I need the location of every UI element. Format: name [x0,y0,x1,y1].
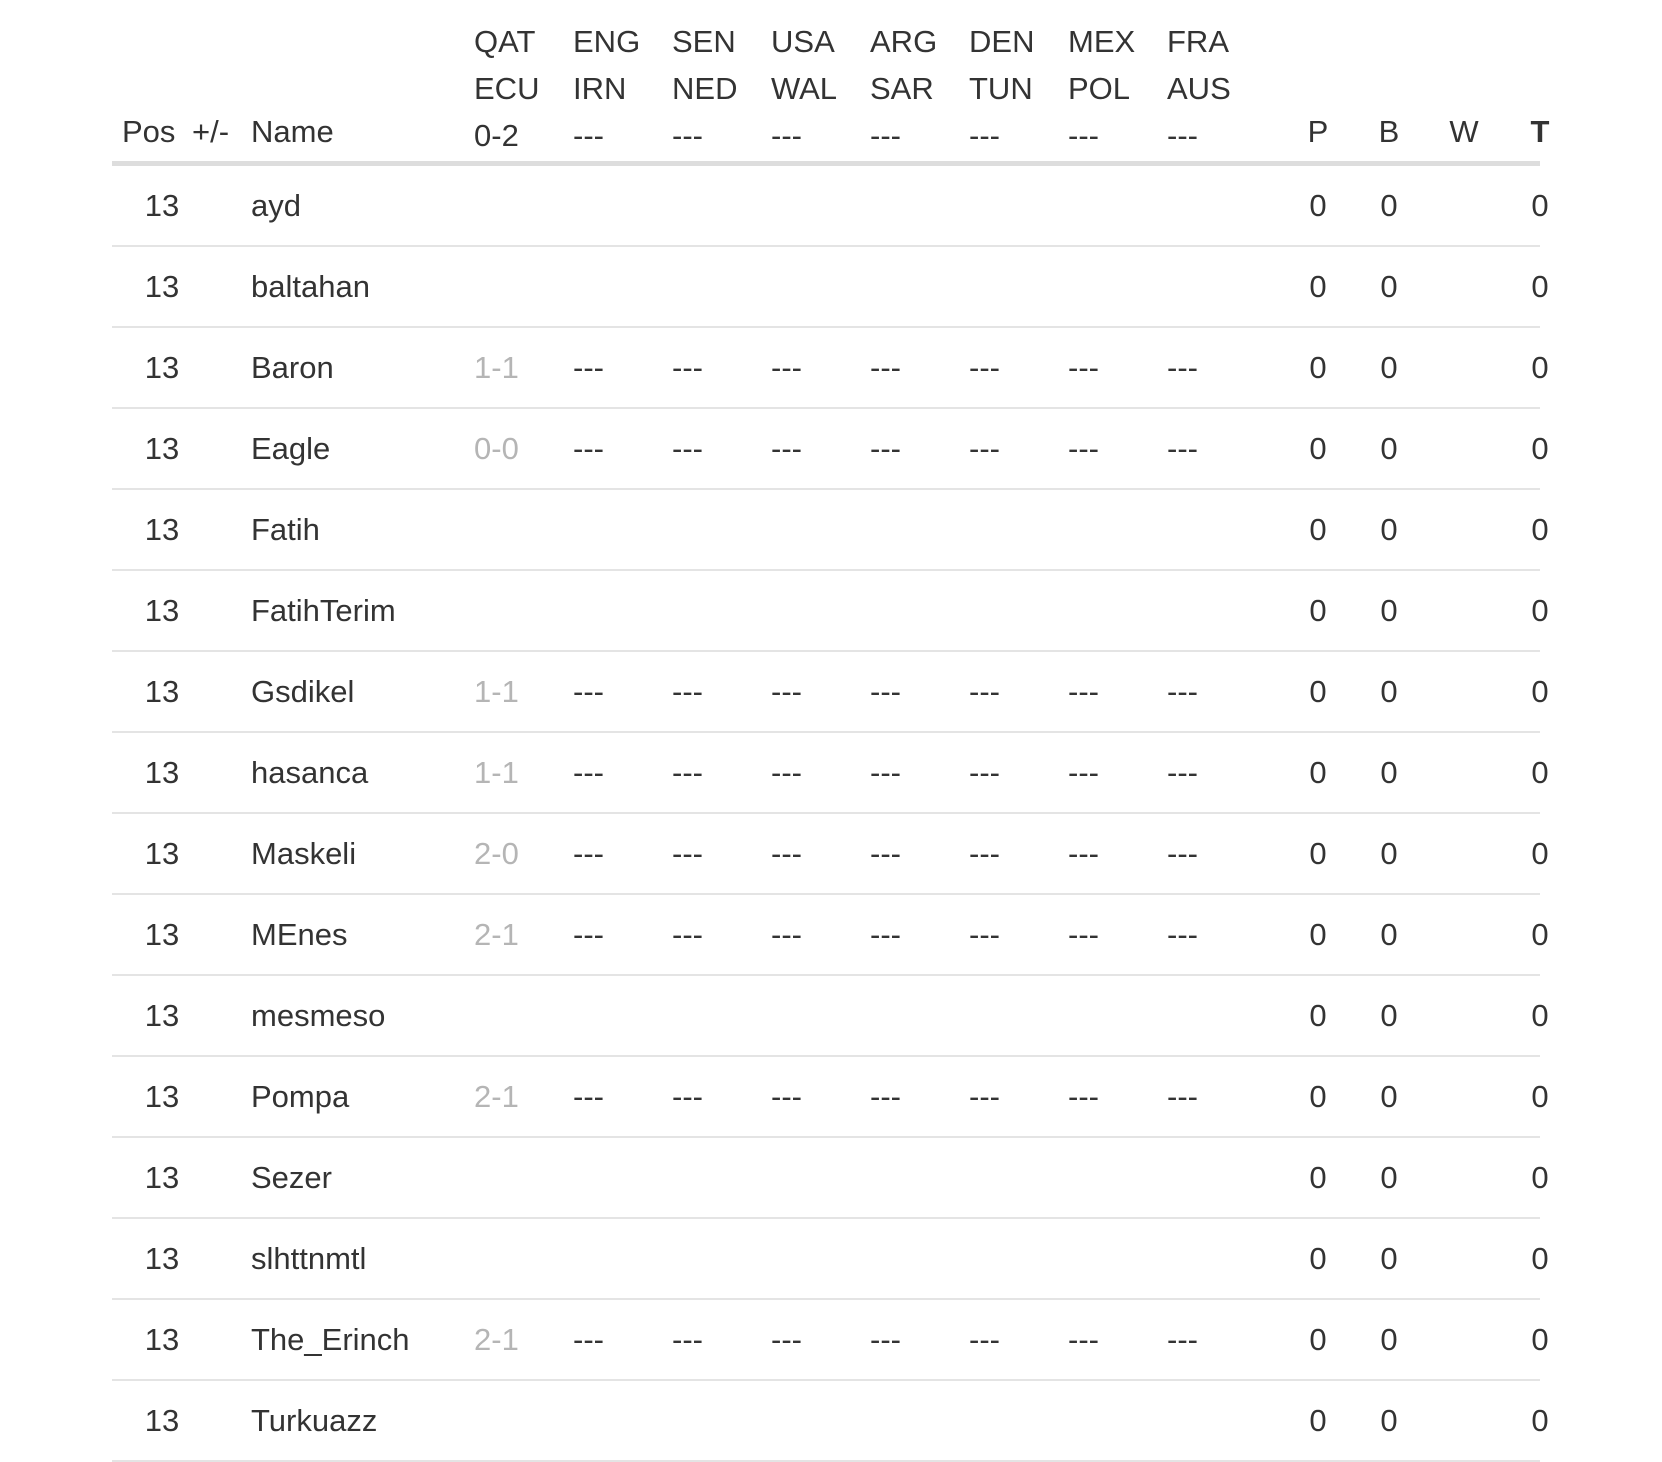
prediction-cell: --- [969,1079,1000,1114]
match-header [870,18,937,159]
row-pos: 13 [144,1403,180,1438]
header-name: Name [251,114,334,149]
prediction-cell: 2-1 [474,1322,519,1357]
player-name: Maskeli [251,836,357,871]
row-total: 0 [1531,431,1549,466]
row-diff [192,652,242,731]
row-points: 0 [1309,1079,1327,1114]
row-pos: 13 [144,269,180,304]
row-wins [1439,166,1489,245]
match-header-result: --- [1167,118,1198,153]
match-header-result: --- [573,118,604,153]
prediction-cell: --- [1068,1079,1099,1114]
row-total: 0 [1531,1079,1549,1114]
row-points: 0 [1309,512,1327,547]
prediction-cell: --- [969,836,1000,871]
prediction-cell: --- [870,1322,901,1357]
row-total: 0 [1531,350,1549,385]
table-row [112,328,1549,409]
row-bonus: 0 [1380,188,1398,223]
row-points: 0 [1309,188,1327,223]
row-diff [192,490,242,569]
row-diff [192,571,242,650]
prediction-cell: --- [1167,836,1198,871]
match-header [1068,18,1135,159]
prediction-cell: --- [1167,917,1198,952]
prediction-cell: --- [672,917,703,952]
player-name: Gsdikel [251,674,355,709]
player-name: Turkuazz [251,1403,378,1438]
row-total: 0 [1531,512,1549,547]
match-header-home: USA [771,24,835,59]
prediction-cell: --- [771,1079,802,1114]
prediction-cell: --- [1068,836,1099,871]
row-pos: 13 [144,350,180,385]
table-row [112,652,1549,733]
row-points: 0 [1309,1160,1327,1195]
prediction-cell: --- [1068,755,1099,790]
player-name: Eagle [251,431,331,466]
row-diff [192,1138,242,1217]
match-header-result: --- [672,118,703,153]
row-wins [1439,1057,1489,1136]
match-header-away: POL [1068,71,1131,106]
row-points: 0 [1309,350,1327,385]
row-pos: 13 [144,1079,180,1114]
prediction-cell: 1-1 [474,674,519,709]
row-wins [1439,1381,1489,1460]
player-name: mesmeso [251,998,386,1033]
player-name: FatihTerim [251,593,396,628]
table-row [112,247,1549,328]
row-bonus: 0 [1380,512,1398,547]
prediction-cell: --- [573,917,604,952]
table-row [112,166,1549,247]
player-name: baltahan [251,269,370,304]
table-row [112,895,1549,976]
row-total: 0 [1531,1160,1549,1195]
match-header [969,18,1034,159]
match-header [573,18,640,159]
row-bonus: 0 [1380,1241,1398,1276]
player-name: MEnes [251,917,348,952]
row-points: 0 [1309,1403,1327,1438]
row-wins [1439,571,1489,650]
row-pos: 13 [144,674,180,709]
prediction-cell: --- [969,755,1000,790]
row-wins [1439,733,1489,812]
row-pos: 13 [144,755,180,790]
prediction-cell: --- [771,431,802,466]
row-points: 0 [1309,998,1327,1033]
prediction-cell: --- [1068,350,1099,385]
row-pos: 13 [144,836,180,871]
prediction-cell: --- [1068,674,1099,709]
row-total: 0 [1531,755,1549,790]
header-pos: Pos [122,114,176,149]
match-header-away: ECU [474,71,540,106]
match-header-result: 0-2 [474,118,519,153]
match-header-home: MEX [1068,24,1136,59]
prediction-cell: 0-0 [474,431,519,466]
row-pos: 13 [144,593,180,628]
header-t: T [1530,114,1550,149]
prediction-cell: --- [969,431,1000,466]
row-pos: 13 [144,1322,180,1357]
prediction-cell: --- [672,674,703,709]
match-header-away: SAR [870,71,934,106]
player-name: Fatih [251,512,320,547]
row-pos: 13 [144,917,180,952]
row-bonus: 0 [1380,593,1398,628]
header-w: W [1449,114,1479,149]
prediction-cell: --- [771,917,802,952]
match-header [474,18,539,159]
player-name: Pompa [251,1079,350,1114]
match-header-away: IRN [573,71,627,106]
player-name: Sezer [251,1160,332,1195]
table-header [112,0,1550,166]
row-points: 0 [1309,836,1327,871]
row-diff [192,976,242,1055]
prediction-cell: --- [573,1079,604,1114]
row-wins [1439,409,1489,488]
prediction-cell: --- [870,755,901,790]
row-pos: 13 [144,512,180,547]
row-points: 0 [1309,593,1327,628]
prediction-cell: --- [672,1322,703,1357]
standings-table [112,0,1550,1462]
prediction-cell: --- [672,836,703,871]
prediction-cell: --- [1167,755,1198,790]
prediction-cell: --- [870,674,901,709]
prediction-cell: --- [573,431,604,466]
match-header-home: FRA [1167,24,1229,59]
match-header-home: DEN [969,24,1035,59]
prediction-cell: --- [1167,1079,1198,1114]
prediction-cell: --- [573,836,604,871]
prediction-cell: --- [1068,917,1099,952]
prediction-cell: --- [672,755,703,790]
prediction-cell: 2-1 [474,917,519,952]
table-row [112,1138,1549,1219]
row-wins [1439,247,1489,326]
prediction-cell: 2-1 [474,1079,519,1114]
prediction-cell: --- [969,674,1000,709]
prediction-cell: --- [771,1322,802,1357]
player-name: hasanca [251,755,369,790]
prediction-cell: --- [870,1079,901,1114]
row-points: 0 [1309,755,1327,790]
prediction-cell: --- [771,836,802,871]
prediction-cell: --- [672,1079,703,1114]
row-wins [1439,652,1489,731]
row-wins [1439,490,1489,569]
row-pos: 13 [144,998,180,1033]
header-b: B [1378,114,1400,149]
row-wins [1439,1138,1489,1217]
row-diff [192,409,242,488]
table-body [112,166,1549,1462]
row-bonus: 0 [1380,836,1398,871]
prediction-cell: --- [672,431,703,466]
row-pos: 13 [144,1241,180,1276]
row-pos: 13 [144,1160,180,1195]
match-header-away: WAL [771,71,838,106]
prediction-cell: --- [573,1322,604,1357]
row-total: 0 [1531,269,1549,304]
match-header-home: QAT [474,24,536,59]
row-bonus: 0 [1380,350,1398,385]
row-diff [192,1219,242,1298]
prediction-cell: --- [771,674,802,709]
row-wins [1439,1219,1489,1298]
prediction-cell: 1-1 [474,350,519,385]
row-wins [1439,1300,1489,1379]
row-total: 0 [1531,674,1549,709]
row-bonus: 0 [1380,674,1398,709]
row-total: 0 [1531,836,1549,871]
header-p: P [1307,114,1329,149]
row-total: 0 [1531,1322,1549,1357]
row-points: 0 [1309,431,1327,466]
prediction-cell: --- [573,350,604,385]
prediction-cell: --- [1068,1322,1099,1357]
match-header-away: TUN [969,71,1033,106]
table-row [112,976,1549,1057]
match-header-away: AUS [1167,71,1231,106]
row-points: 0 [1309,917,1327,952]
match-header [672,18,737,159]
row-total: 0 [1531,917,1549,952]
match-header [771,18,837,159]
table-row [112,1300,1549,1381]
player-name: ayd [251,188,301,223]
row-wins [1439,328,1489,407]
row-diff [192,328,242,407]
prediction-cell: --- [573,755,604,790]
row-bonus: 0 [1380,431,1398,466]
row-pos: 13 [144,188,180,223]
prediction-cell: --- [870,917,901,952]
row-bonus: 0 [1380,998,1398,1033]
player-name: Baron [251,350,334,385]
match-header-result: --- [969,118,1000,153]
prediction-cell: --- [870,431,901,466]
prediction-cell: 2-0 [474,836,519,871]
row-diff [192,895,242,974]
match-header-result: --- [870,118,901,153]
table-row [112,409,1549,490]
row-total: 0 [1531,188,1549,223]
prediction-cell: --- [771,755,802,790]
row-total: 0 [1531,998,1549,1033]
row-total: 0 [1531,1241,1549,1276]
row-points: 0 [1309,674,1327,709]
match-header-away: NED [672,71,738,106]
player-name: slhttnmtl [251,1241,367,1276]
row-diff [192,247,242,326]
row-bonus: 0 [1380,755,1398,790]
row-total: 0 [1531,1403,1549,1438]
row-bonus: 0 [1380,269,1398,304]
match-header-result: --- [771,118,802,153]
table-row [112,571,1549,652]
row-points: 0 [1309,1322,1327,1357]
player-name: The_Erinch [251,1322,410,1357]
row-pos: 13 [144,431,180,466]
row-diff [192,1300,242,1379]
row-points: 0 [1309,269,1327,304]
row-bonus: 0 [1380,917,1398,952]
prediction-cell: --- [969,917,1000,952]
table-row [112,490,1549,571]
prediction-cell: --- [771,350,802,385]
match-header-result: --- [1068,118,1099,153]
row-wins [1439,976,1489,1055]
row-bonus: 0 [1380,1160,1398,1195]
prediction-cell: --- [969,1322,1000,1357]
row-wins [1439,895,1489,974]
row-bonus: 0 [1380,1403,1398,1438]
match-header-home: SEN [672,24,736,59]
match-header [1167,18,1231,159]
prediction-cell: --- [573,674,604,709]
header-diff: +/- [192,114,230,149]
match-header-home: ENG [573,24,641,59]
prediction-cell: --- [1068,431,1099,466]
prediction-cell: --- [1167,674,1198,709]
row-total: 0 [1531,593,1549,628]
table-row [112,814,1549,895]
prediction-cell: --- [672,350,703,385]
prediction-cell: 1-1 [474,755,519,790]
prediction-cell: --- [1167,431,1198,466]
row-diff [192,814,242,893]
table-row [112,733,1549,814]
row-wins [1439,814,1489,893]
prediction-cell: --- [870,350,901,385]
table-row [112,1381,1549,1462]
prediction-cell: --- [969,350,1000,385]
row-diff [192,1057,242,1136]
table-row [112,1057,1549,1138]
prediction-cell: --- [1167,350,1198,385]
prediction-cell: --- [1167,1322,1198,1357]
prediction-cell: --- [870,836,901,871]
match-header-home: ARG [870,24,938,59]
row-bonus: 0 [1380,1322,1398,1357]
table-row [112,1219,1549,1300]
row-diff [192,733,242,812]
row-diff [192,1381,242,1460]
row-points: 0 [1309,1241,1327,1276]
row-diff [192,166,242,245]
row-bonus: 0 [1380,1079,1398,1114]
